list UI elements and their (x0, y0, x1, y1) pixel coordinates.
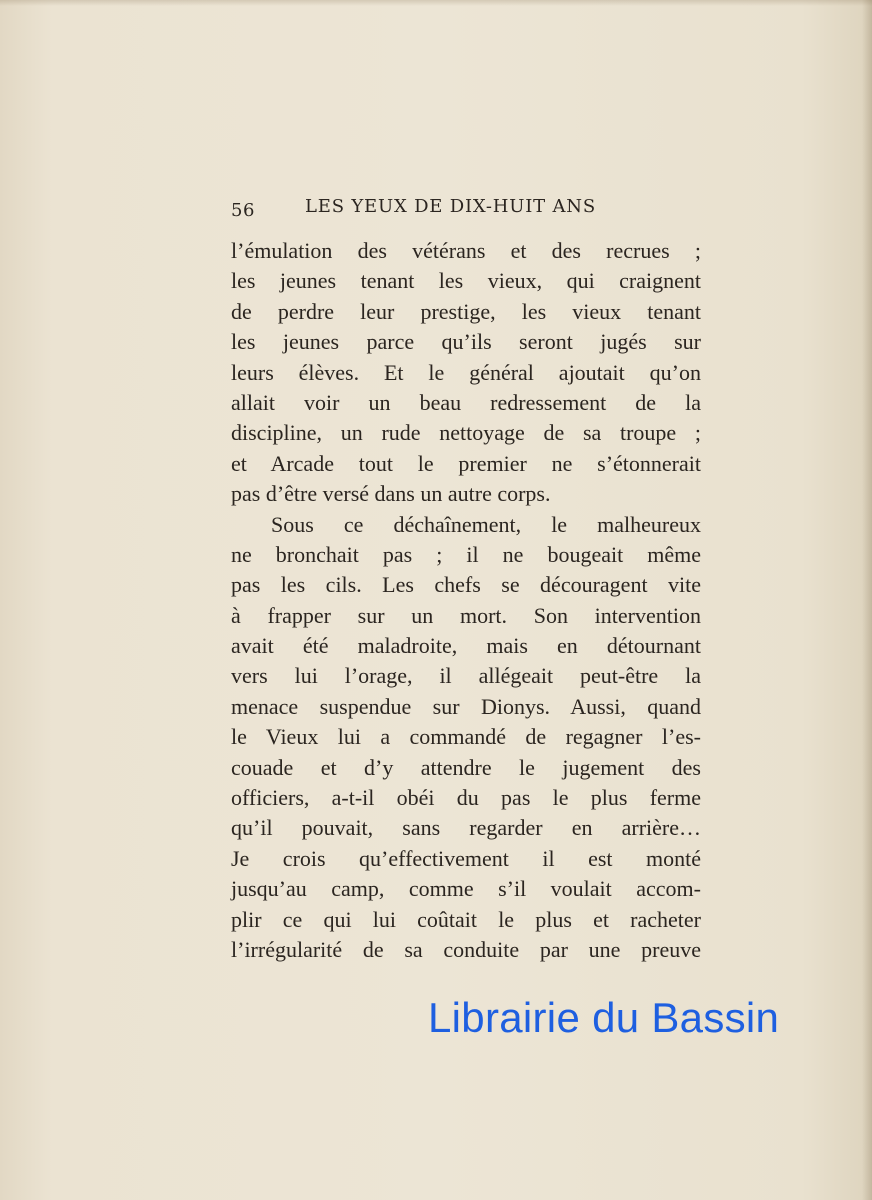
page-top-edge (0, 0, 872, 6)
running-title: LES YEUX DE DIX-HUIT ANS (305, 196, 596, 217)
paragraph-2 (231, 510, 701, 966)
text-line: leurs élèves. Et le général ajoutait qu’on (231, 359, 701, 385)
text-line: discipline, un rude nettoyage de sa troupe ; (231, 420, 701, 446)
text-line: vers lui l’orage, il allégeait peut-être la (231, 663, 701, 689)
text-line: ne bronchait pas ; il ne bougeait même (231, 541, 701, 567)
text-line: officiers, a-t-il obéi du pas le plus ferme (231, 785, 701, 811)
page-edge-shadow (862, 0, 872, 1200)
running-header (231, 196, 701, 226)
text-line: plir ce qui lui coûtait le plus et racheter (231, 906, 701, 932)
text-line: les jeunes parce qu’ils seront jugés sur (231, 329, 701, 355)
text-line: Je crois qu’effectivement il est monté (231, 845, 701, 871)
text-line: de perdre leur prestige, les vieux tenant (231, 298, 701, 324)
text-line: l’irrégularité de sa conduite par une preuve (231, 936, 701, 962)
paragraph-1 (231, 236, 701, 510)
text-line: couade et d’y attendre le jugement des (231, 754, 701, 780)
text-line: pas d’être versé dans un autre corps. (231, 481, 551, 507)
text-line: allait voir un beau redressement de la (231, 389, 701, 415)
watermark-text: Librairie du Bassin (428, 994, 780, 1041)
text-line: qu’il pouvait, sans regarder en arrière… (231, 815, 701, 841)
text-line: jusqu’au camp, comme s’il voulait accom- (231, 876, 701, 902)
page-number: 56 (231, 200, 255, 221)
text-line: à frapper sur un mort. Son intervention (231, 602, 701, 628)
text-line: le Vieux lui a commandé de regagner l’es- (231, 724, 701, 750)
text-line: pas les cils. Les chefs se découragent vite (231, 572, 701, 598)
text-line: Sous ce déchaînement, le malheureux (271, 511, 701, 537)
text-line: menace suspendue sur Dionys. Aussi, quand (231, 693, 701, 719)
text-line: avait été maladroite, mais en détournant (231, 633, 701, 659)
text-line: les jeunes tenant les vieux, qui craignent (231, 268, 701, 294)
body-text (231, 236, 701, 965)
text-line: et Arcade tout le premier ne s’étonnerait (231, 450, 701, 476)
text-line: l’émulation des vétérans et des recrues ; (231, 238, 701, 263)
